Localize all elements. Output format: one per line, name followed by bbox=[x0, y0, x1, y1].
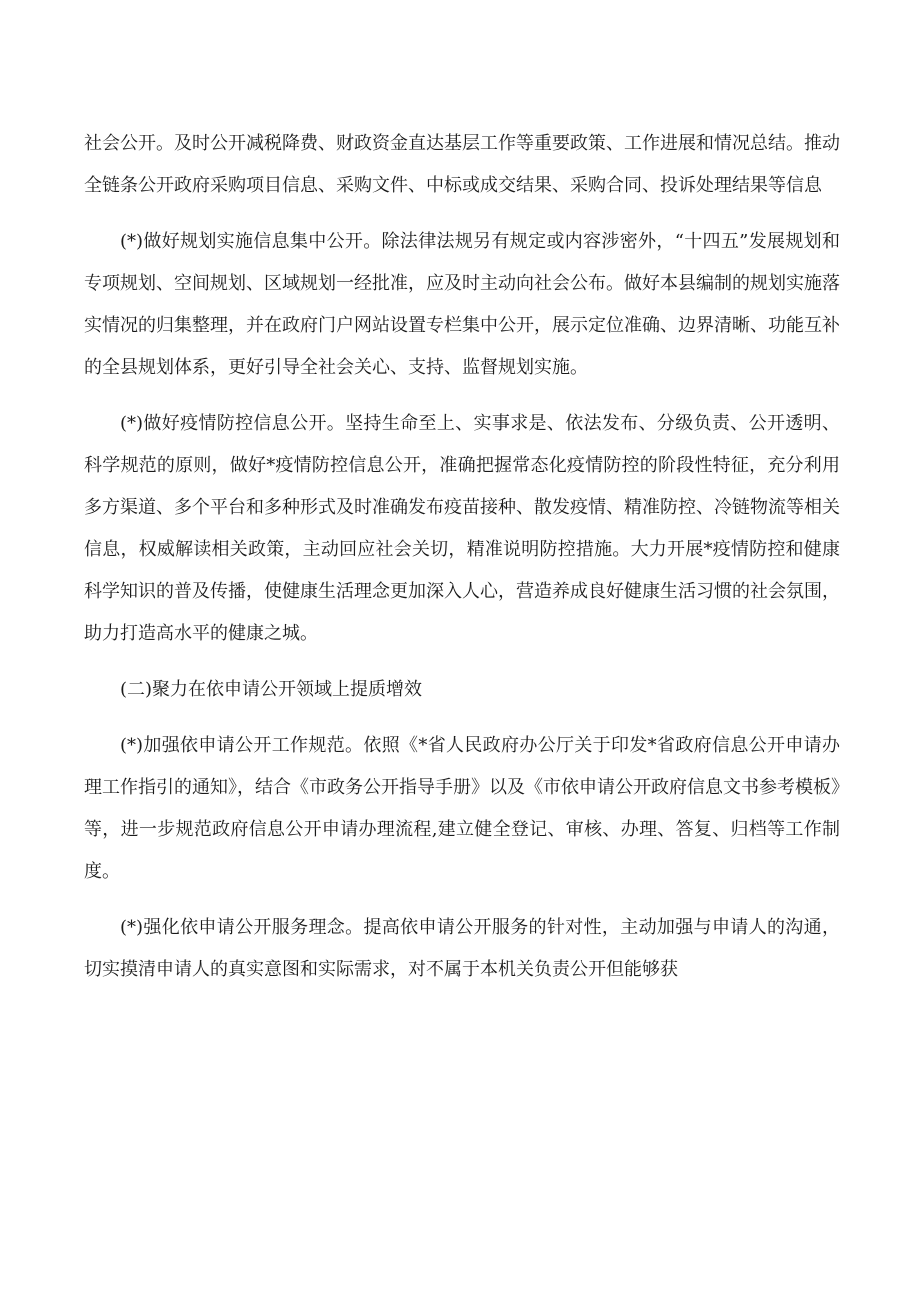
paragraph-planning-disclosure: (*)做好规划实施信息集中公开。除法律法规另有规定或内容涉密外，“十四五”发展规划和专项规划、空间规划、区域规划一经批准，应及时主动向社会公布。做好本县编制的规划实施落实情况的归集整理，并在政府门户网站设置专栏集中公开，展示定位准确、边界清晰、功能互补的全县规划体系，更好引导全社会关心、支持、监督规划实施。 bbox=[84, 231, 840, 378]
document-body bbox=[84, 123, 840, 1005]
paragraph-continuation: 社会公开。及时公开减税降费、财政资金直达基层工作等重要政策、工作进展和情况总结。推动全链条公开政府采购项目信息、采购文件、中标或成交结果、采购合同、投诉处理结果等信息 bbox=[84, 133, 840, 196]
paragraph-epidemic-disclosure: (*)做好疫情防控信息公开。坚持生命至上、实事求是、依法发布、分级负责、公开透明、科学规范的原则，做好*疫情防控信息公开，准确把握常态化疫情防控的阶段性特征，充分利用多方渠道、多个平台和多种形式及时准确发布疫苗接种、散发疫情、精准防控、冷链物流等相关信息，权威解读相关政策，主动回应社会关切，精准说明防控措施。大力开展*疫情防控和健康科学知识的普及传播，使健康生活理念更加深入人心，营造养成良好健康生活习惯的社会氛围，助力打造高水平的健康之城。 bbox=[84, 413, 840, 644]
paragraph-application-standards: (*)加强依申请公开工作规范。依照《*省人民政府办公厅关于印发*省政府信息公开申请办理工作指引的通知》，结合《市政务公开指导手册》以及《市依申请公开政府信息文书参考模板》等，进一步规范政府信息公开申请办理流程,建立健全登记、审核、办理、答复、归档等工作制度。 bbox=[84, 735, 840, 882]
paragraph-application-service: (*)强化依申请公开服务理念。提高依申请公开服务的针对性，主动加强与申请人的沟通，切实摸清申请人的真实意图和实际需求，对不属于本机关负责公开但能够获 bbox=[84, 917, 840, 980]
section-heading: (二)聚力在依申请公开领域上提质增效 bbox=[120, 679, 423, 700]
